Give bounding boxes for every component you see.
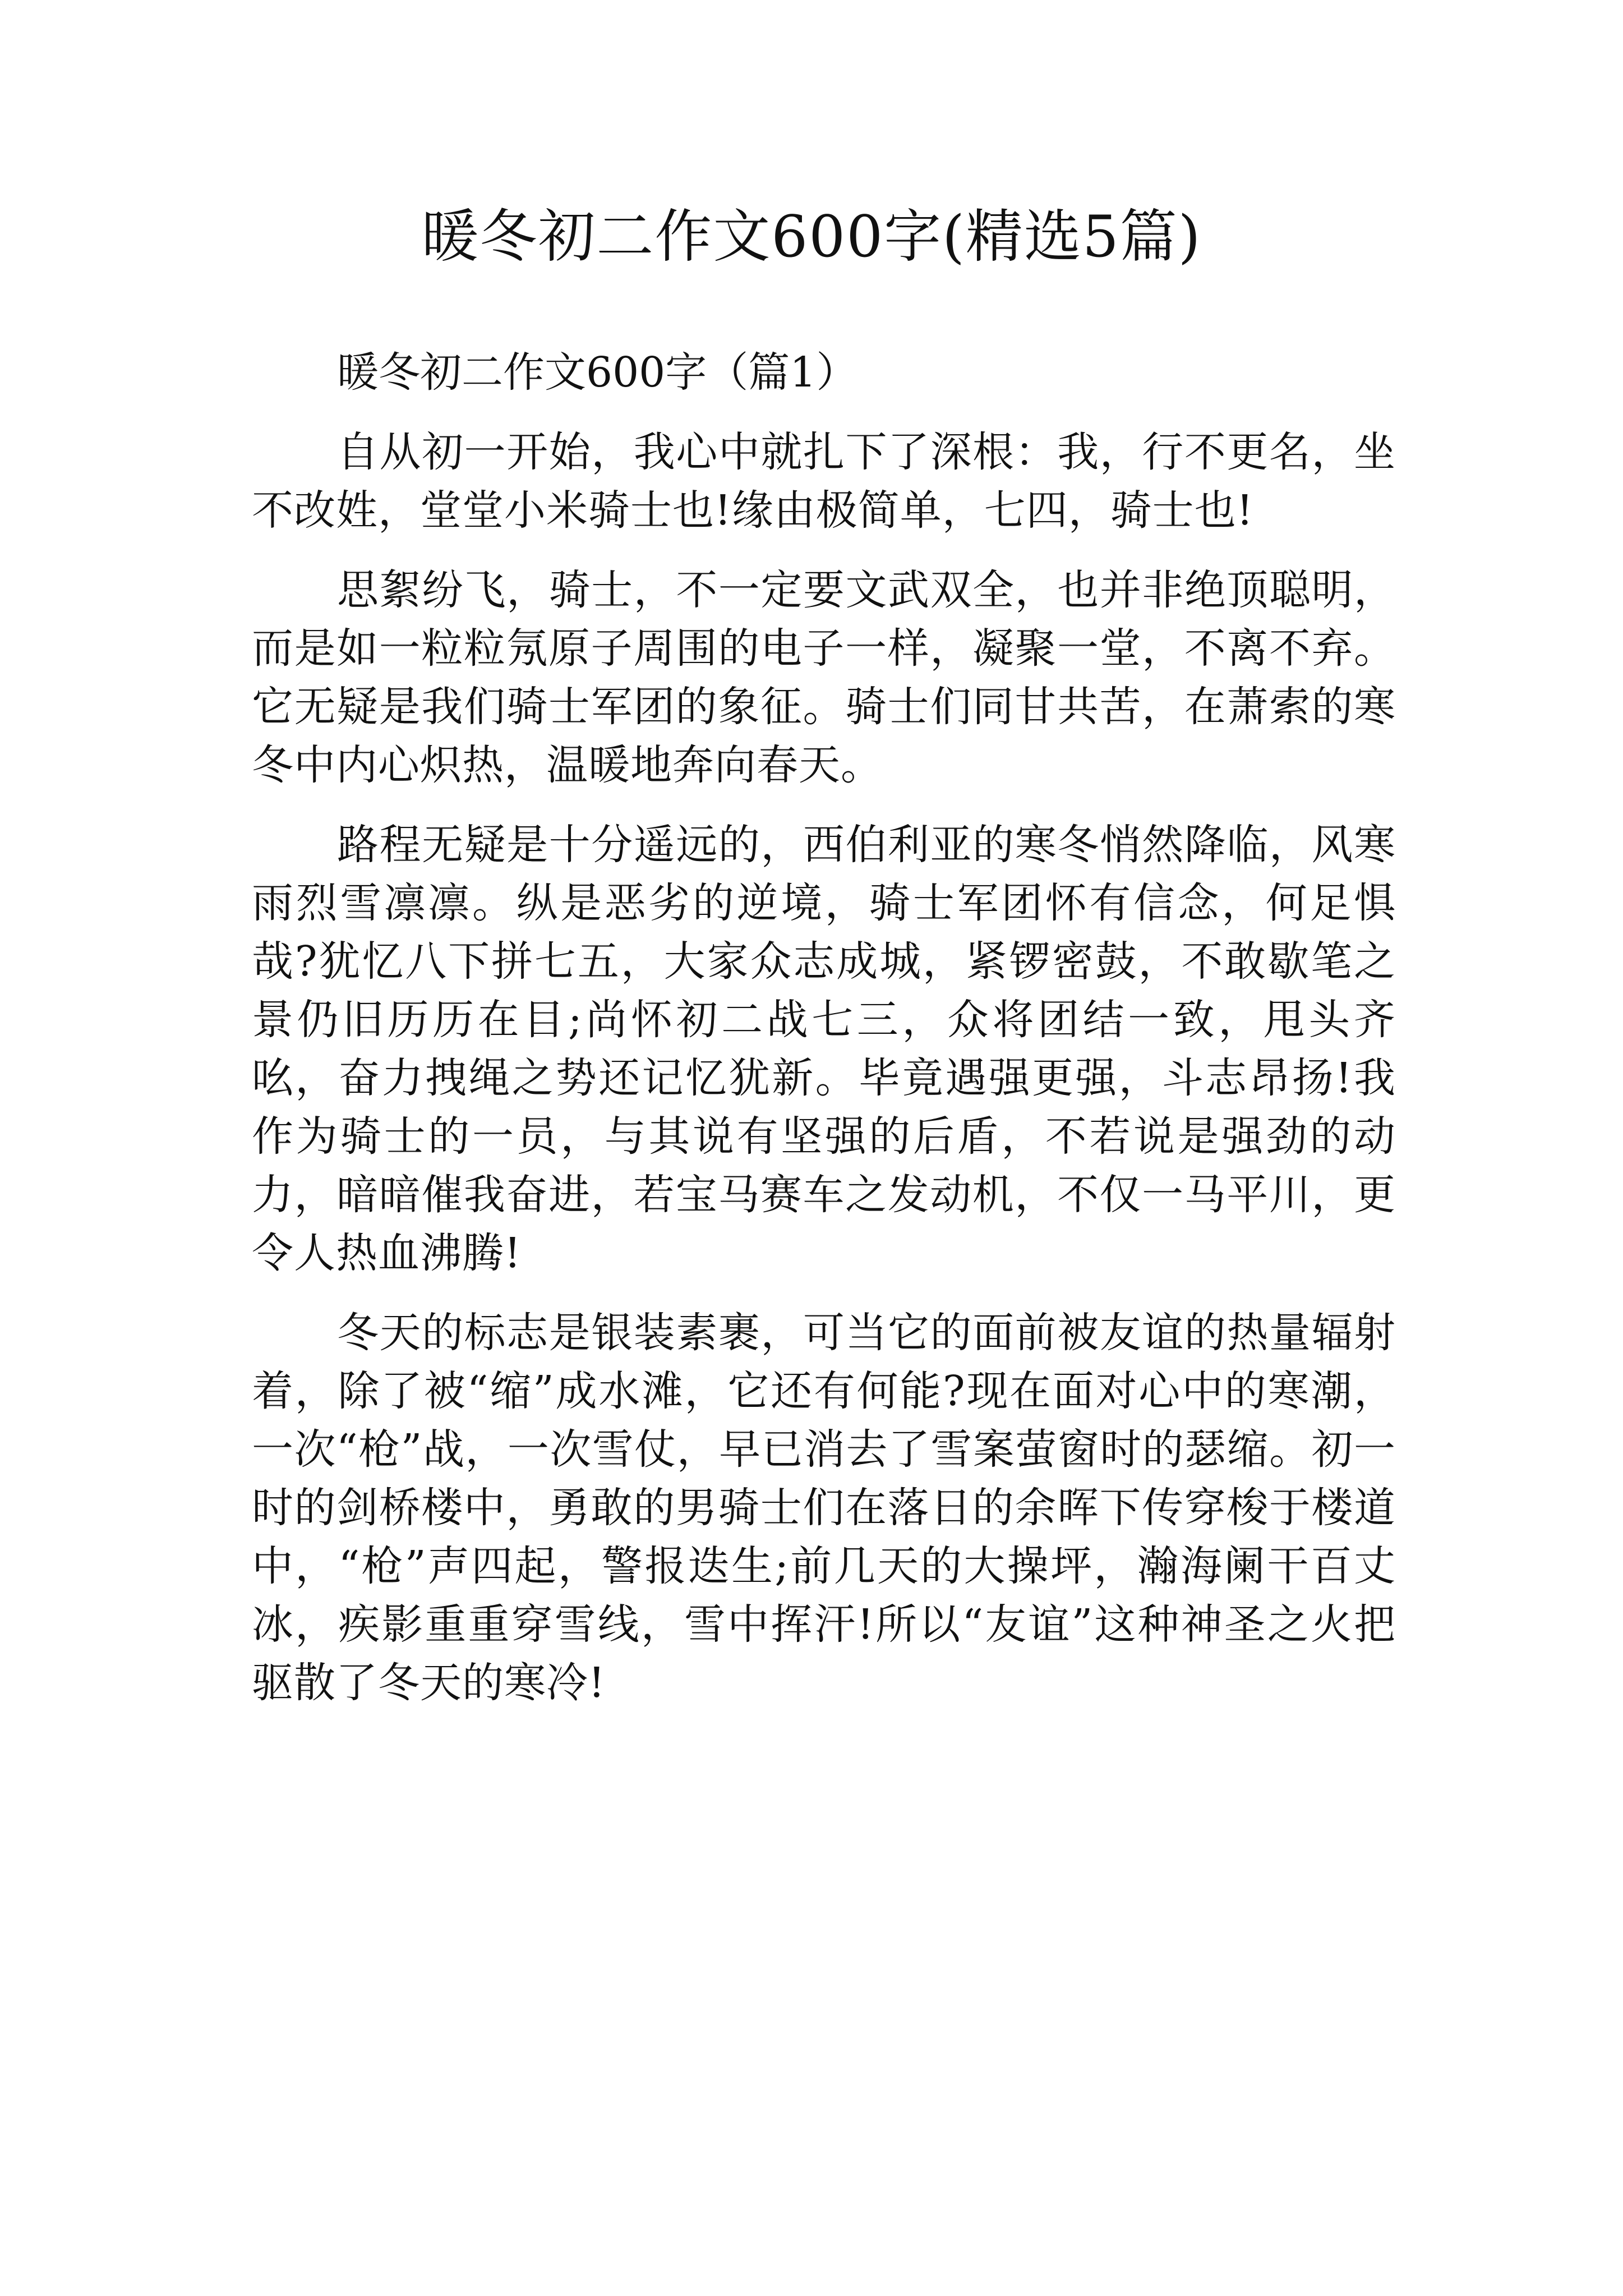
paragraph-4: 冬天的标志是银装素裹，可当它的面前被友谊的热量辐射着，除了被“缩”成水滩，它还有何能?现在面对心中的寒潮，一次“枪”战，一次雪仗，早已消去了雪案萤窗时的瑟缩。初一时的剑桥楼中，勇敢的男骑士们在落日的余晖下传穿梭于楼道中，“枪”声四起，警报迭生;前几天的大操坪，瀚海阑干百丈冰，疾影重重穿雪线，雪中挥汗!所以“友谊”这种神圣之火把驱散了冬天的寒冷! — [252, 1309, 1396, 1707]
document-body — [252, 343, 1396, 1712]
paragraph-2: 思絮纷飞，骑士，不一定要文武双全，也并非绝顶聪明，而是如一粒粒氖原子周围的电子一样，凝聚一堂，不离不弃。它无疑是我们骑士军团的象征。骑士们同甘共苦，在萧索的寒冬中内心炽热，温暖地奔向春天。 — [252, 566, 1396, 789]
paragraph-3: 路程无疑是十分遥远的，西伯利亚的寒冬悄然降临，风寒雨烈雪凛凛。纵是恶劣的逆境，骑士军团怀有信念，何足惧哉?犹忆八下拼七五，大家众志成城，紧锣密鼓，不敢歇笔之景仍旧历历在目;尚怀初二战七三，众将团结一致，甩头齐吆，奋力拽绳之势还记忆犹新。毕竟遇强更强，斗志昂扬!我作为骑士的一员，与其说有坚强的后盾，不若说是强劲的动力，暗暗催我奋进，若宝马赛车之发动机，不仅一马平川，更令人热血沸腾! — [252, 821, 1396, 1277]
paragraph-1: 自从初一开始，我心中就扎下了深根：我，行不更名，坐不改姓，堂堂小米骑士也!缘由极简单，七四，骑士也! — [252, 428, 1396, 535]
section-heading: 暖冬初二作文600字（篇1） — [337, 348, 858, 397]
document-title: 暖冬初二作文600字(精选5篇) — [421, 204, 1202, 270]
